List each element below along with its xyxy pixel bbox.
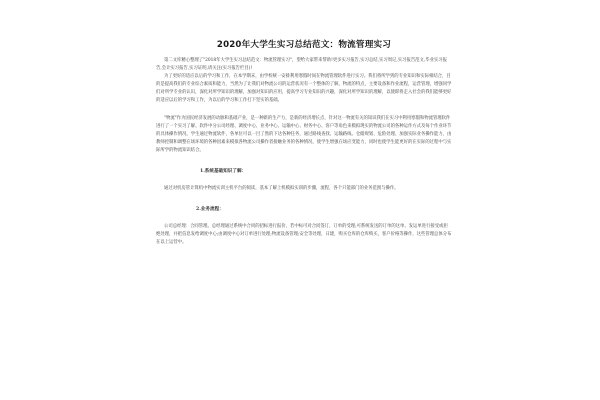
section-heading-system: 1.系统基础知识了解： [200,169,247,175]
spacer [156,176,452,185]
spacer [156,106,452,115]
spacer [156,155,452,168]
section-heading-process: 2.业务流程： [196,207,224,213]
document-body [156,38,452,247]
system-paragraph: 通过对机房管计算机中物流实训主机平台的阅读，基本了解上机模拟实训的步骤，流程，各个只能部门的业务范围与操作。 [164,186,399,192]
document-title: 2020年大学生实习总结范文：物流管理实习 [216,40,392,50]
purpose-paragraph: 为了更好的适应以后的学习和工作，在本学期末，由学校统一安排利用寒假时间在物流管理软件进行实习。我们将所学到的专业知识和实际相结合，目的是提高我们的专业综合素质和能力，当然为了让我们对物流公司的运营状况有一个整体的了解，物流的特点，主要设备和作业流程，运营管理，增强同学们对所学专业的认识，深化对所学知识的理解，加强对知识的应用，提高学习专业知识的兴趣，深化对所学知识的理解，以使即将走入社会的我们能够更好的适应以后的学习和工作，为以后的学习和工作打下坚实的基础。 [156,74,452,104]
logistics-paragraph: "物流"作为国民经济发展的动脉和基础产业，是一种新的生产力，是新的经济增长点，针对这一物流有关的知识我们在实习中利用寒假和物流管理软件进行了一个实习了解。软件中分公司经理、调度中心、业务中心、运输中心、财务中心、客户等角色来模拟现实的物流公司的各种运作方式及每个作业环节的具体操作情况，学生通过物流软件，各单位可以一目了然的下达各种任务，通过路线查找、运输路线、仓储规划、危险处理、加强实际业务操作能力，由教师控制和调整在场环境的各种因素来模拟各物流公司操作者接触业务的各种情况，使学生增强在场应变能力，同时也使学生能更好的在实际的过程中与实际所学的物流知识结合。 [156,115,452,153]
intro-paragraph: 第二文库精心整理了"2018年大学生实习总结范文：物流管理实习"，望给大家带来帮助!更多实习报告,实习总结,实习周记,实习报告范文,毕业实习报告,会计实习报告,实习证明,请关注(实习报告栏目)! [156,58,447,72]
spacer [156,193,452,206]
spacer [156,214,452,223]
process-paragraph: 公司总经理：合同管理。总经理通过系统中合同的招标进行报价，若中标可对合同签订，订单的受理;可系统发送的订单的这单、发运单进行接受或拒绝处理，并把信息发给调度中心;由调度中心对订单进行处理;物流设备管理;安全等处理，日建，购买仓库的仓库购买，客户价格等操作，这些管理总体分布在以上运营中。 [156,224,452,246]
